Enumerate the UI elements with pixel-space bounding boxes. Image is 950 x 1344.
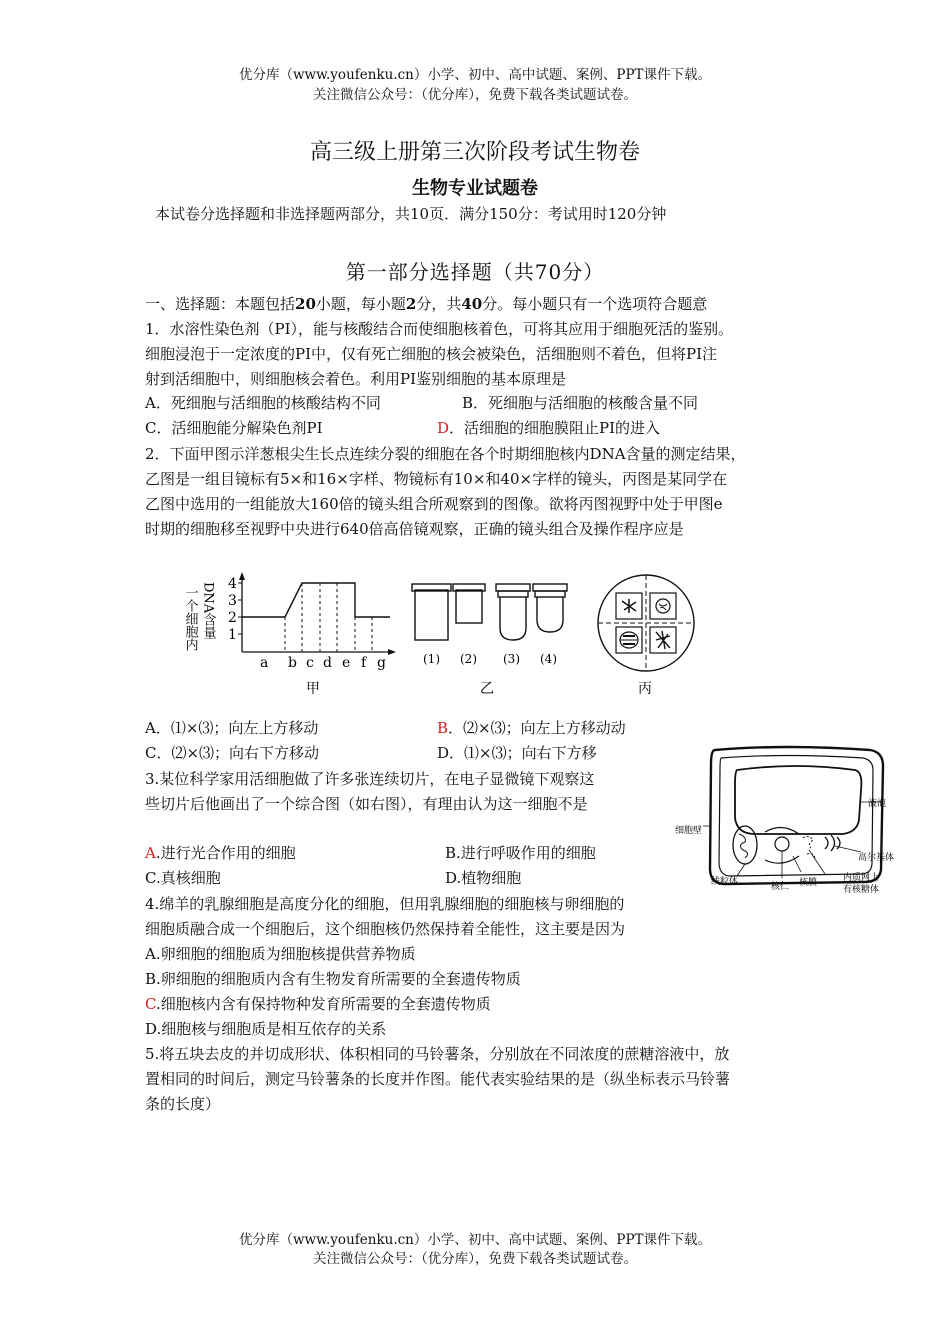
bing-field-of-view	[598, 575, 694, 671]
header-line-1: 优分库（www.youfenku.cn）小学、初中、高中试题、案例、PPT课件下载。	[238, 67, 712, 83]
q2-option-b	[437, 717, 626, 738]
question-count: 20	[295, 295, 316, 313]
q2-figure	[180, 568, 700, 703]
label-mitochondria: 线粒体	[711, 877, 739, 887]
label-nuclear-envelope: 核膜	[799, 878, 818, 888]
yi-caption: 乙	[480, 681, 494, 697]
q4-option-d: D.细胞核与细胞质是相互依存的关系	[145, 1020, 387, 1038]
jia-ylabel-2: DNA含量	[200, 582, 216, 640]
jia-xtick: g	[377, 655, 386, 671]
q1-option-a: A．死细胞与活细胞的核酸结构不同	[145, 394, 381, 412]
label-cell-wall: 细胞壁	[675, 826, 703, 836]
exam-intro: 本试卷分选择题和非选择题两部分，共10页．满分150分：考试用时120分钟	[155, 205, 667, 223]
vacuole-icon	[735, 766, 861, 834]
q2-option-a: A．⑴×⑶；向左上方移动	[145, 719, 319, 737]
jia-caption: 甲	[306, 681, 320, 697]
nucleolus-icon	[775, 837, 789, 851]
golgi-icon	[825, 835, 840, 851]
q2-line-4: 时期的细胞移至视野中央进行640倍高倍镜观察，正确的镜头组合及操作程序应是	[145, 520, 684, 538]
header-line-2: 关注微信公众号：（优分库），免费下载各类试题试卷。	[313, 87, 637, 103]
footer-line-1: 优分库（www.youfenku.cn）小学、初中、高中试题、案例、PPT课件下载。	[238, 1232, 712, 1248]
jia-ytick: 1	[228, 627, 237, 643]
jia-dna-curve	[242, 583, 390, 617]
answer-mark: C	[145, 995, 156, 1013]
label-er-2: 有核糖体	[843, 885, 880, 895]
q3-option-d: D.植物细胞	[445, 869, 522, 887]
option-text: .进行光合作用的细胞	[155, 844, 296, 862]
page-title: 高三级上册第三次阶段考试生物卷	[309, 140, 640, 165]
points-total: 40	[461, 295, 483, 313]
yi-label: (2)	[460, 652, 477, 666]
option-text: ．⑵×⑶；向左上方移动动	[448, 719, 626, 737]
jia-ylabel-1: 一个细胞内	[182, 586, 198, 651]
yi-label: (3)	[503, 652, 520, 666]
q5-line-1: 5.将五块去皮的并切成形状、体积相同的马铃薯条，分别放在不同浓度的蔗糖溶液中，放	[145, 1045, 730, 1063]
answer-mark: D	[437, 419, 450, 437]
jia-x-arrow	[388, 649, 396, 655]
section-intro-text: 一、选择题：本题包括	[145, 295, 296, 313]
section-intro-text: 分。每小题只有一个选项符合题意	[482, 295, 708, 313]
answer-mark: B	[437, 719, 449, 737]
objective-short-icon	[533, 584, 567, 632]
q3-option-a	[145, 842, 296, 863]
q4-line-2: 细胞质融合成一个细胞后，这个细胞核仍然保持着全能性，这主要是因为	[145, 920, 626, 938]
q3-option-c: C.真核细胞	[145, 869, 221, 887]
eyepiece-long-icon	[415, 590, 448, 640]
page-subtitle: 生物专业试题卷	[412, 178, 538, 199]
section-intro-text: 小题，每小题	[315, 295, 406, 313]
q4-option-a: A.卵细胞的细胞质为细胞核提供营养物质	[145, 945, 416, 963]
label-er-1: 内质网上	[843, 873, 880, 883]
jia-xtick: c	[306, 655, 314, 671]
chromosome-icon	[622, 599, 636, 613]
jia-xtick: a	[260, 655, 269, 671]
q2-option-d: D．⑴×⑶；向右下方移	[437, 744, 597, 762]
jia-y-arrow	[239, 572, 245, 580]
chromosome-icon	[656, 631, 670, 649]
label-nucleolus: 核仁	[771, 882, 790, 892]
yi-label: (4)	[540, 652, 557, 666]
q4-line-1: 4.绵羊的乳腺细胞是高度分化的细胞，但用乳腺细胞的细胞核与卵细胞的	[145, 895, 625, 913]
jia-xtick: b	[288, 655, 297, 671]
q2-option-c: C．⑵×⑶；向右下方移动	[145, 744, 320, 762]
objective-long-icon	[496, 584, 530, 640]
jia-xtick: e	[342, 655, 351, 671]
q3-line-2: 些切片后他画出了一个综合图（如右图），有理由认为这一细胞不是	[145, 795, 588, 813]
option-text: ．活细胞的细胞膜阻止PI的进入	[449, 419, 661, 437]
part-heading: 第一部分选择题（共70分）	[345, 260, 605, 284]
option-text: .细胞核内含有保持物种发育所需要的全套遗传物质	[155, 995, 491, 1013]
q1-option-b: B．死细胞与活细胞的核酸含量不同	[462, 394, 699, 412]
label-vacuole: 液泡	[868, 799, 887, 809]
q1-option-c: C．活细胞能分解染色剂PI	[145, 419, 323, 437]
points-each: 2	[405, 295, 417, 313]
q3-option-b: B.进行呼吸作用的细胞	[445, 844, 596, 862]
q4-option-c	[145, 992, 810, 1017]
footer-line-2: 关注微信公众号：（优分库），免费下载各类试题试卷。	[313, 1251, 637, 1267]
q1-option-d	[437, 417, 660, 438]
section-intro-text: 分，共	[416, 295, 462, 313]
eyepiece-short-icon	[456, 590, 482, 623]
q5-line-2: 置相同的时间后，测定马铃薯条的长度并作图。能代表实验结果的是（纵坐标表示马铃薯	[145, 1070, 731, 1088]
q1-line-3: 射到活细胞中，则细胞核会着色。利用PI鉴别细胞的基本原理是	[145, 370, 567, 388]
yi-lenses	[412, 584, 567, 640]
q4-option-b: B.卵细胞的细胞质内含有生物发育所需要的全套遗传物质	[145, 970, 521, 988]
jia-xtick: f	[361, 655, 367, 671]
jia-ytick: 4	[228, 576, 237, 592]
section-intro	[145, 292, 810, 317]
yi-label: (1)	[423, 652, 440, 666]
bing-caption: 丙	[638, 681, 652, 697]
q3-line-1: 3.某位科学家用活细胞做了许多张连续切片，在电子显微镜下观察这	[145, 770, 595, 788]
jia-xtick: d	[323, 655, 332, 671]
q2-line-3: 乙图中选用的一组能放大160倍的镜头组合所观察到的图像。欲将丙图视野中处于甲图e	[145, 495, 723, 513]
jia-ytick: 2	[228, 610, 237, 626]
q1-line-2: 细胞浸泡于一定浓度的PI中，仅有死亡细胞的核会被染色，活细胞则不着色，但将PI注	[145, 345, 718, 363]
q2-line-2: 乙图是一组目镜标有5×和16×字样、物镜标有10×和40×字样的镜头，丙图是某同学在	[145, 470, 728, 488]
answer-mark: A	[145, 844, 156, 862]
q1-line-1: 1．水溶性染色剂（PI），能与核酸结合而使细胞核着色，可将其应用于细胞死活的鉴别。	[145, 320, 734, 338]
q5-line-3: 条的长度）	[145, 1095, 221, 1113]
jia-ytick: 3	[228, 593, 237, 609]
q2-line-1: 2．下面甲图示洋葱根尖生长点连续分裂的细胞在各个时期细胞核内DNA含量的测定结果，	[145, 445, 746, 463]
label-golgi: 高尔基体	[858, 853, 895, 863]
q3-cell-diagram	[675, 742, 905, 902]
